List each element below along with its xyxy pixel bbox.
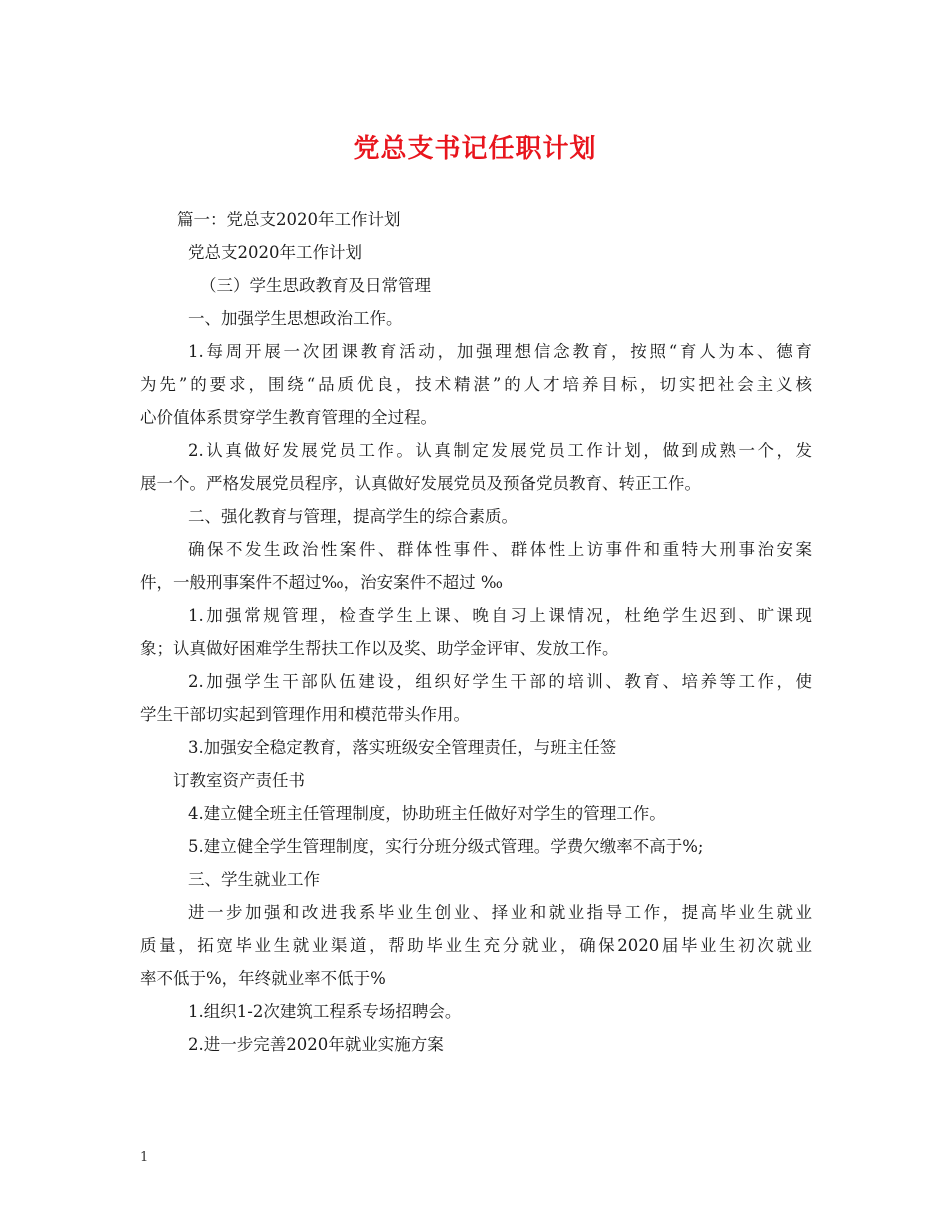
text-line: 件，一般刑事案件不超过‰，治安案件不超过 ‰ xyxy=(140,573,504,592)
text-line: 率不低于%，年终就业率不低于% xyxy=(140,969,386,988)
text-line: 一、加强学生思想政治工作。 xyxy=(188,309,403,328)
text-line: 象；认真做好困难学生帮扶工作以及奖、助学金评审、发放工作。 xyxy=(140,639,619,658)
text-line: 2.加强学生干部队伍建设，组织好学生干部的培训、教育、培养等工作，使 xyxy=(188,672,812,691)
document-title: 党总支书记任职计划 xyxy=(353,134,597,164)
text-line: 确保不发生政治性案件、群体性事件、群体性上访事件和重特大刑事治安案 xyxy=(188,540,812,559)
text-line: 展一个。严格发展党员程序，认真做好发展党员及预备党员教育、转正工作。 xyxy=(140,474,701,493)
text-line: 1.加强常规管理，检查学生上课、晚自习上课情况，杜绝学生迟到、旷课现 xyxy=(188,606,812,625)
text-line: 为先”的要求，围绕“品质优良，技术精湛”的人才培养目标，切实把社会主义核 xyxy=(140,375,812,394)
text-line: 进一步加强和改进我系毕业生创业、择业和就业指导工作，提高毕业生就业 xyxy=(188,903,812,922)
text-line: 篇一：党总支2020年工作计划 xyxy=(177,210,401,229)
text-line: 1.每周开展一次团课教育活动，加强理想信念教育，按照“育人为本、德育 xyxy=(188,342,812,361)
text-line: 质量，拓宽毕业生就业渠道，帮助毕业生充分就业，确保2020届毕业生初次就业 xyxy=(140,936,812,955)
page-number: 1 xyxy=(140,1150,149,1165)
text-line: 订教室资产责任书 xyxy=(173,771,305,790)
text-line: 心价值体系贯穿学生教育管理的全过程。 xyxy=(140,408,437,427)
text-line: 三、学生就业工作 xyxy=(188,870,320,889)
text-line: 1.组织1-2次建筑工程系专场招聘会。 xyxy=(188,1002,462,1021)
text-line: 5.建立健全学生管理制度，实行分班分级式管理。学费欠缴率不高于%; xyxy=(188,837,704,856)
text-line: 4.建立健全班主任管理制度，协助班主任做好对学生的管理工作。 xyxy=(188,804,666,823)
document-body xyxy=(140,203,812,1061)
text-line: 二、强化教育与管理，提高学生的综合素质。 xyxy=(188,507,518,526)
text-line: 学生干部切实起到管理作用和模范带头作用。 xyxy=(140,705,470,724)
text-line: 3.加强安全稳定教育，落实班级安全管理责任，与班主任签 xyxy=(188,738,617,757)
text-line: （三）学生思政教育及日常管理 xyxy=(200,276,431,295)
text-line: 2.进一步完善2020年就业实施方案 xyxy=(188,1035,444,1054)
text-line: 党总支2020年工作计划 xyxy=(188,243,362,262)
text-line: 2.认真做好发展党员工作。认真制定发展党员工作计划，做到成熟一个，发 xyxy=(188,441,812,460)
